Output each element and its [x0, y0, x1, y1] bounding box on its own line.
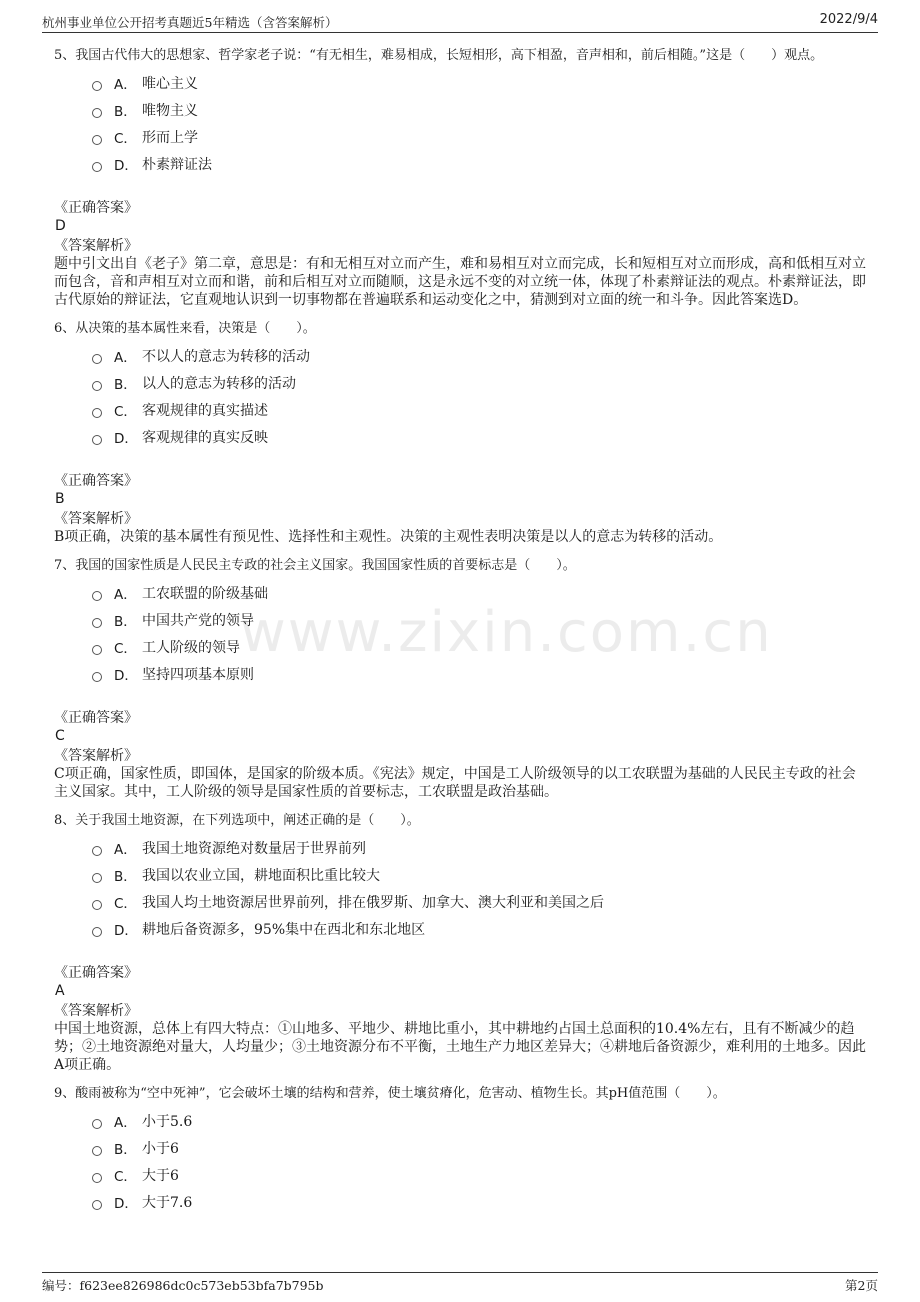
option-text: 工人阶级的领导	[142, 639, 240, 656]
option-text: 唯物主义	[142, 102, 198, 119]
question-stem: 9、酸雨被称为“空中死神”，它会破坏土壤的结构和营养，使土壤贫瘠化，危害动、植物生长。其pH值范围（ ）。	[54, 1086, 726, 1101]
page-number: 第2页	[845, 1278, 878, 1293]
option-item[interactable]	[92, 834, 866, 861]
option-item[interactable]	[92, 69, 866, 96]
radio-button-icon[interactable]	[92, 591, 102, 601]
page-header	[42, 10, 878, 33]
option-text: 大于7.6	[142, 1194, 193, 1211]
option-list	[92, 69, 866, 177]
radio-button-icon[interactable]	[92, 900, 102, 910]
radio-button-icon[interactable]	[92, 108, 102, 118]
answer-value: C	[55, 728, 65, 744]
option-letter: A．	[114, 1114, 137, 1131]
option-list	[92, 579, 866, 687]
answer-heading: 《正确答案》	[54, 965, 138, 981]
option-item[interactable]	[92, 579, 866, 606]
option-item[interactable]	[92, 369, 866, 396]
radio-button-icon[interactable]	[92, 645, 102, 655]
option-letter: C．	[114, 895, 137, 912]
option-letter: B．	[114, 868, 137, 885]
question-block	[54, 1084, 866, 1215]
analysis-heading: 《答案解析》	[54, 748, 138, 764]
answer-heading: 《正确答案》	[54, 473, 138, 489]
option-item[interactable]	[92, 606, 866, 633]
watermark: www.zixin.com.cn	[240, 600, 773, 665]
analysis-text: B项正确，决策的基本属性有预见性、选择性和主观性。决策的主观性表明决策是以人的意志为转移的活动。	[54, 529, 723, 545]
radio-button-icon[interactable]	[92, 618, 102, 628]
option-text: 耕地后备资源多，95%集中在西北和东北地区	[142, 921, 426, 938]
option-item[interactable]	[92, 123, 866, 150]
option-item[interactable]	[92, 342, 866, 369]
question-block	[54, 46, 866, 309]
option-list	[92, 834, 866, 942]
analysis-text: C项正确，国家性质，即国体，是国家的阶级本质。《宪法》规定，中国是工人阶级领导的以工农联盟为基础的人民民主专政的社会主义国家。其中，工人阶级的领导是国家性质的首要标志，工农联盟是政治基础。	[54, 766, 856, 800]
document-title: 杭州事业单位公开招考真题近5年精选（含答案解析）	[42, 15, 338, 30]
option-letter: C．	[114, 640, 137, 657]
option-text: 小于6	[142, 1140, 179, 1157]
radio-button-icon[interactable]	[92, 135, 102, 145]
option-item[interactable]	[92, 1161, 866, 1188]
option-text: 大于6	[142, 1167, 179, 1184]
option-letter: B．	[114, 376, 137, 393]
option-text: 唯心主义	[142, 75, 198, 92]
question-block	[54, 319, 866, 546]
option-letter: D．	[114, 667, 138, 684]
option-item[interactable]	[92, 915, 866, 942]
option-item[interactable]	[92, 423, 866, 450]
option-text: 我国以农业立国，耕地面积比重比较大	[142, 867, 380, 884]
radio-button-icon[interactable]	[92, 354, 102, 364]
document-id: 编号：f623ee826986dc0c573eb53bfa7b795b	[42, 1278, 324, 1293]
analysis-text: 题中引文出自《老子》第二章，意思是：有和无相互对立而产生，难和易相互对立而完成，长和短相互对立而形成，高和低相互对立而包含，音和声相互对立而和谐，前和后相互对立而随顺，这是永远不变的对立统一体，体现了朴素辩证法的观点。朴素辩证法，即古代原始的辩证法，它直观地认识到一切事物都在普遍联系和运动变化之中，猜测到对立面的统一和斗争。因此答案选D。	[54, 256, 866, 308]
option-list	[92, 342, 866, 450]
option-item[interactable]	[92, 150, 866, 177]
option-text: 中国共产党的领导	[142, 612, 254, 629]
option-text: 客观规律的真实反映	[142, 429, 268, 446]
analysis-heading: 《答案解析》	[54, 238, 138, 254]
question-stem: 6、从决策的基本属性来看，决策是（ ）。	[54, 321, 316, 336]
radio-button-icon[interactable]	[92, 1146, 102, 1156]
option-text: 客观规律的真实描述	[142, 402, 268, 419]
option-letter: B．	[114, 1141, 137, 1158]
radio-button-icon[interactable]	[92, 873, 102, 883]
question-stem: 7、我国的国家性质是人民民主专政的社会主义国家。我国国家性质的首要标志是（ ）。	[54, 558, 576, 573]
option-item[interactable]	[92, 1107, 866, 1134]
option-letter: B．	[114, 103, 137, 120]
radio-button-icon[interactable]	[92, 435, 102, 445]
answer-value: A	[55, 983, 65, 999]
option-text: 工农联盟的阶级基础	[142, 585, 268, 602]
option-letter: C．	[114, 1168, 137, 1185]
question-stem: 8、关于我国土地资源，在下列选项中，阐述正确的是（ ）。	[54, 813, 420, 828]
radio-button-icon[interactable]	[92, 1119, 102, 1129]
option-letter: D．	[114, 1195, 138, 1212]
option-text: 形而上学	[142, 129, 198, 146]
option-text: 我国人均土地资源居世界前列，排在俄罗斯、加拿大、澳大利亚和美国之后	[142, 894, 604, 911]
option-item[interactable]	[92, 660, 866, 687]
radio-button-icon[interactable]	[92, 408, 102, 418]
analysis-heading: 《答案解析》	[54, 511, 138, 527]
option-text: 以人的意志为转移的活动	[142, 375, 296, 392]
option-letter: A．	[114, 76, 137, 93]
option-letter: C．	[114, 130, 137, 147]
option-list	[92, 1107, 866, 1215]
option-letter: D．	[114, 430, 138, 447]
answer-heading: 《正确答案》	[54, 200, 138, 216]
radio-button-icon[interactable]	[92, 672, 102, 682]
answer-value: B	[55, 491, 65, 507]
question-list	[54, 40, 866, 1215]
option-item[interactable]	[92, 861, 866, 888]
option-text: 不以人的意志为转移的活动	[142, 348, 310, 365]
question-block	[54, 811, 866, 1074]
radio-button-icon[interactable]	[92, 846, 102, 856]
option-letter: C．	[114, 403, 137, 420]
option-text: 坚持四项基本原则	[142, 666, 254, 683]
option-letter: A．	[114, 841, 137, 858]
question-block	[54, 556, 866, 801]
answer-heading: 《正确答案》	[54, 710, 138, 726]
option-item[interactable]	[92, 633, 866, 660]
option-item[interactable]	[92, 1134, 866, 1161]
option-letter: A．	[114, 349, 137, 366]
option-letter: D．	[114, 157, 138, 174]
radio-button-icon[interactable]	[92, 162, 102, 172]
question-stem: 5、我国古代伟大的思想家、哲学家老子说：“有无相生，难易相成，长短相形，高下相盈，音声相和，前后相随。”这是（ ）观点。	[54, 48, 824, 63]
page-footer	[42, 1272, 878, 1295]
answer-value: D	[55, 218, 66, 234]
option-letter: A．	[114, 586, 137, 603]
radio-button-icon[interactable]	[92, 927, 102, 937]
radio-button-icon[interactable]	[92, 381, 102, 391]
option-text: 小于5.6	[142, 1113, 193, 1130]
document-date: 2022/9/4	[819, 12, 878, 27]
analysis-heading: 《答案解析》	[54, 1003, 138, 1019]
option-item[interactable]	[92, 888, 866, 915]
radio-button-icon[interactable]	[92, 81, 102, 91]
option-text: 朴素辩证法	[142, 156, 212, 173]
radio-button-icon[interactable]	[92, 1200, 102, 1210]
option-letter: B．	[114, 613, 137, 630]
option-item[interactable]	[92, 96, 866, 123]
option-letter: D．	[114, 922, 138, 939]
option-item[interactable]	[92, 1188, 866, 1215]
radio-button-icon[interactable]	[92, 1173, 102, 1183]
analysis-text: 中国土地资源，总体上有四大特点：①山地多、平地少、耕地比重小，其中耕地约占国土总面积的10.4%左右，且有不断减少的趋势；②土地资源绝对量大，人均量少；③土地资源分布不平衡，土地生产力地区差异大；④耕地后备资源少，难利用的土地多。因此A项正确。	[54, 1021, 866, 1073]
option-item[interactable]	[92, 396, 866, 423]
option-text: 我国土地资源绝对数量居于世界前列	[142, 840, 366, 857]
